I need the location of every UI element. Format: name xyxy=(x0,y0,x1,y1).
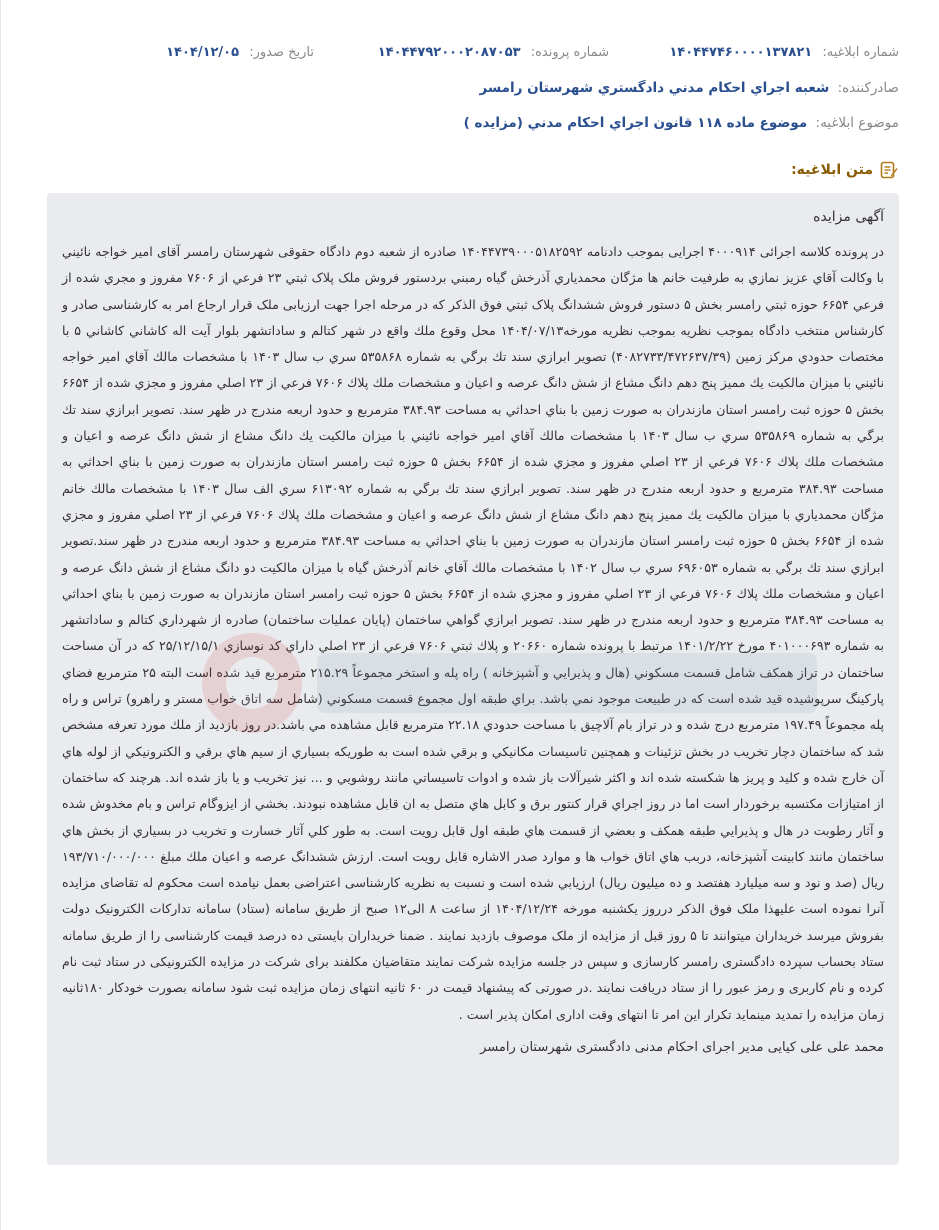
notice-number-value: ۱۴۰۴۴۷۴۶۰۰۰۰۱۳۷۸۲۱ xyxy=(669,45,813,60)
case-number-value: ۱۴۰۴۴۷۹۲۰۰۰۲۰۸۷۰۵۳ xyxy=(377,45,521,60)
subject-row xyxy=(464,115,899,131)
notice-number xyxy=(669,45,899,60)
case-number-label: شماره پرونده: xyxy=(530,45,609,60)
document-edit-icon xyxy=(879,160,899,180)
subject-label: موضوع ابلاغیه: xyxy=(815,115,899,131)
issuer-value: شعبه اجراي احكام مدني دادگستري شهرستان رامسر xyxy=(479,80,830,96)
notice-body-title: متن ابلاغیه: xyxy=(791,162,873,178)
case-number xyxy=(378,45,609,60)
notice-body-text: در پرونده کلاسه اجرائی ۴۰۰۰۹۱۴ اجرایی بموجب دادنامه ۱۴۰۴۴۷۳۹۰۰۰۵۱۸۲۵۹۲ صادره از شعبه دوم دادگاه حقوقی شهرستان رامسر آقای امير خواجه نائيني با وكالت آقاي عزيز نمازي به طرفيت خانم ها مژگان محمدياري آذرخش گياه رمبني بردستور فروش ملک پلاک ثبتي ۲۳ فرعي از ۷۶۰۶ مفروز و مجري شده از فرعي ۶۶۵۴ حوزه ثبتي رامسر بخش ۵ دستور فروش ششدانگ پلاک ثبتي فوق الذکر که در مرحله اجرا جهت ارزيابی ملک قرار ارجاع امر به کارشناسی صادر و کارشناس منتخب دادگاه بموجب نظريه بموجب نظريه مورخه۱۴۰۴/۰۷/۱۳ محل وقوع ملك واقع در شهر كتالم و ساداتشهر بلوار آيت اله كاشاني كاشاني ۵ با مختصات حدودي مركز زمين (۴۰۸۲۷۳۳/۴۷۲۶۳۷/۳۹) تصوير ابرازي سند تك برگي به شماره ۵۳۵۸۶۸ سري ب سال ۱۴۰۳ با مشخصات مالك آقاي امير خواجه نائيني با ميزان مالكيت يك مميز پنج دهم دانگ مشاع از شش دانگ عرصه و اعيان و مشخصات ملك پلاك ۷۶۰۶ فرعي از ۲۳ اصلي مفروز و مجزي شده از ۶۶۵۴ بخش ۵ حوزه ثبت رامسر استان مازندران به صورت زمين با بناي احداثي به مساحت ۳۸۴.۹۳ مترمربع و حدود اربعه مندرج در ظهر سند. تصوير ابرازي سند تك برگي به شماره ۵۳۵۸۶۹ سري ب سال ۱۴۰۳ با مشخصات مالك آقاي امير خواجه نائيني با ميزان مالكيت يك دانگ مشاع از شش دانگ عرصه و اعيان و مشخصات ملك پلاك ۷۶۰۶ فرعي از ۲۳ اصلي مفروز و مجزي شده از ۶۶۵۴ بخش ۵ حوزه ثبت رامسر استان مازندران به صورت زمين با بناي احداثي به مساحت ۳۸۴.۹۳ مترمربع و حدود اربعه مندرج در ظهر سند. تصوير ابرازي سند تك برگي به شماره ۶۱۳۰۹۲ سري الف سال ۱۴۰۳ با مشخصات مالك خانم مژگان محمدياري با ميزان مالكيت يك مميز پنج دهم دانگ مشاع از شش دانگ عرصه و اعيان و مشخصات ملك پلاك ۷۶۰۶ فرعي از ۲۳ اصلي مفروز و مجزي شده از ۶۶۵۴ بخش ۵ حوزه ثبت رامسر استان مازندران به صورت زمين با بناي احداثي به مساحت ۳۸۴.۹۳ مترمربع و حدود اربعه مندرج در ظهر سند.تصوير ابرازي سند تك برگي به شماره ۶۹۶۰۵۳ سري ب سال ۱۴۰۲ با مشخصات مالك آقاي خانم آذرخش گياه با ميزان مالكيت دو دانگ مشاع از شش دانگ عرصه و اعيان و مشخصات ملك پلاك ۷۶۰۶ فرعي از ۲۳ اصلي مفروز و مجزي شده از ۶۶۵۴ بخش ۵ حوزه ثبت رامسر استان مازندران به صورت زمين با بناي احداثي به مساحت ۳۸۴.۹۳ مترمربع و حدود اربعه مندرج در ظهر سند. تصوير ابرازي گواهي ساختمان (پايان عمليات ساختمان) صادره از شهرداري كتالم و ساداتشهر به شماره ۴۰۱۰۰۰۶۹۳ مورخ ۱۴۰۱/۲/۲۲ مرتبط با پرونده شماره ۲۰۶۶۰ و پلاك ثبتي ۷۶۰۶ فرعي از ۲۳ اصلي داراي كد نوسازي ۲۵/۱۲/۱۵/۱ كه در آن مساحت ساختمان در تراز همكف شامل قسمت مسكوني (هال و پذيرايي و آشپزخانه ) راه پله و استخر مجموعاً ۲۱۵.۲۹ مترمربع قيد شده است البته ۲۵ مترمربع فضاي پاركينگ سرپوشيده قيد شده است كه در طبيعت موجود نمي باشد. براي طبقه اول مجموع قسمت مسكوني (شامل سه اتاق خواب مستر و راهرو) تراس و راه پله مجموعاً ۱۹۷.۴۹ مترمربع درج شده و در تراز بام آلاچيق با مساحت حدودي ۲۲.۱۸ مترمربع قابل مشاهده مي باشد.در روز بازديد از ملك مورد تعرفه مشخص شد كه ساختمان دچار تخريب در بخش تزئينات و همچنين تاسيسات مكانيكي و برقي شده است به طوريكه بسياري از سيم هاي برقي و الكترونيكي از لوله هاي آن خارج شده و كليد و پريز ها شكسته شده اند و اكثر شيرآلات باز شده و ادوات تاسيساتي مانند روشويي و ... نيز تخريب و يا باز شده اند. هرچند كه ساختمان از امتيازات مكتسبه برخوردار است اما در روز اجراي قرار كنتور برق و كابل هاي متصل به ان قابل مشاهده نبودند. بخشي از ايزوگام تراس و بام مخدوش شده و آثار رطوبت در هال و پذيرايي طبقه همكف و بعضي از قسمت هاي طبقه اول قابل رويت است. به طور كلي آثار خسارت و تخريب در بسياري از بخش هاي ساختمان مانند كابينت آشپزخانه، دربب هاي اتاق خواب ها و موارد صدر الاشاره قابل رويت است. ارزش ششدانگ عرصه و اعيان ملك مبلغ ۱۹۳/۷۱۰/۰۰۰/۰۰۰ ريال (صد و نود و سه ميليارد هفتصد و ده ميليون ريال) ارزيابي شده است و نسبت به نظريه كارشناسی اعتراضی بعمل نیامده است محکوم له تقاضای مزایده آنرا نموده است علیهذا ملک فوق الذکر درروز یکشنبه مورخه ۱۴۰۴/۱۲/۲۴ از ساعت ۸ الی۱۲ صبح از طریق سامانه (ستاد) سامانه تدارکات الکترونیک دولت بفروش میرسد خریداران میتوانند تا ۵ روز قبل از مزایده از ملک موصوف بازدید نمایند . ضمنا خریداران بایستی ده درصد قیمت کارشناسی را از طریق سامانه ستاد بحساب سپرده دادگستری رامسر کارسازی و سپس در جلسه مزایده شرکت نمایند متقاضیان مکلفند برای شرکت در مزایده الکترونیکی در ستاد ثبت نام کرده و نام کاربری و رمز عبور را از ستاد دریافت نمایند .در صورتی که پیشنهاد قیمت در ۶۰ ثانیه انتهای زمان مزایده ثبت شود سامانه بصورت خودکار ۱۸۰ثانیه زمان مزایده را تمدید مینماید تکرار این امر تا انتهای وقت اداری امکان پذیر است . xyxy=(62,244,885,1022)
issue-date-label: تاریخ صدور: xyxy=(249,45,314,60)
subject-value: موضوع ماده ۱۱۸ قانون اجراي احكام مدني (مزايده ) xyxy=(463,115,808,131)
issue-date xyxy=(166,45,314,60)
notice-number-label: شماره ابلاغیه: xyxy=(822,45,899,60)
issue-date-value: ۱۴۰۴/۱۲/۰۵ xyxy=(166,45,240,60)
notice-meta-row xyxy=(31,45,899,69)
notice-signature: محمد علی علی کیایی مدیر اجرای احکام مدنی دادگستری شهرستان رامسر xyxy=(480,1039,884,1055)
issuer-label: صادرکننده: xyxy=(837,80,899,96)
notice-heading: آگهی مزایده xyxy=(813,209,884,225)
notice-body-heading xyxy=(791,160,899,180)
issuer-row xyxy=(479,80,899,96)
notice-body-card xyxy=(47,193,899,1165)
